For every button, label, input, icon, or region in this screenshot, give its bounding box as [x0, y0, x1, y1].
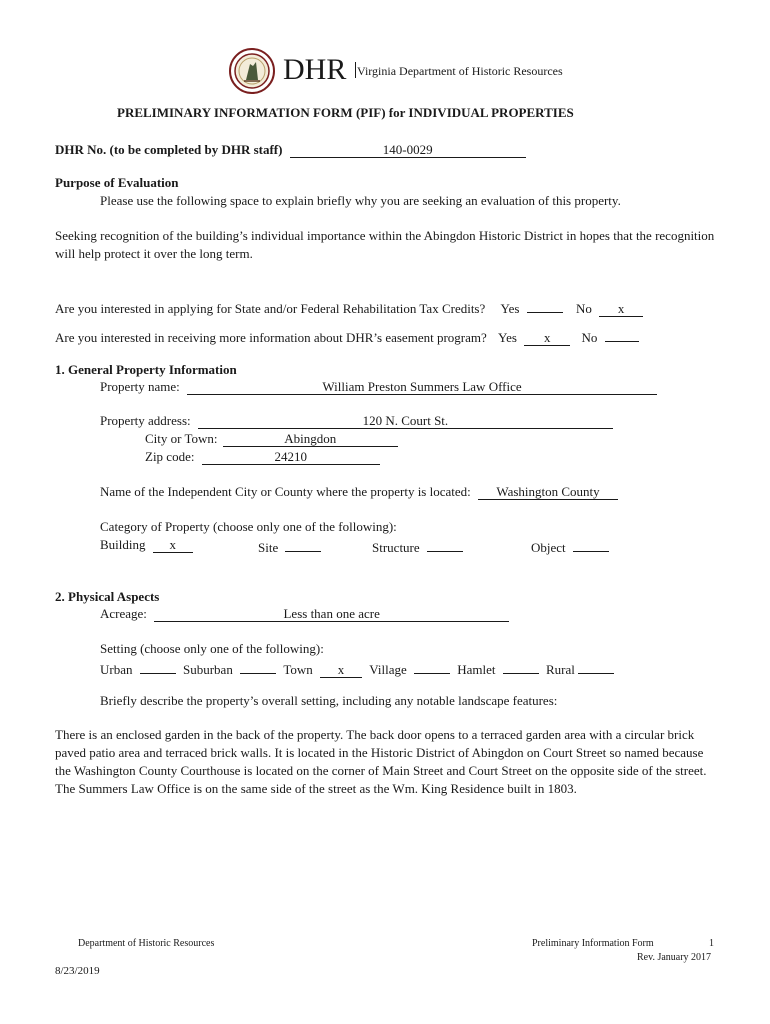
category-label: Category of Property (choose only one of the following): — [100, 519, 397, 534]
category-site — [258, 537, 321, 556]
physical-heading: 2. Physical Aspects — [55, 589, 160, 604]
dhr-number-field[interactable]: 140-0029 — [290, 143, 526, 158]
city-row — [145, 431, 398, 447]
rural-label: Rural — [546, 662, 575, 677]
hamlet-field[interactable] — [503, 659, 539, 674]
suburban-label: Suburban — [183, 662, 233, 677]
building-field[interactable]: x — [153, 538, 193, 553]
dhr-number-label: DHR No. (to be completed by DHR staff) — [55, 142, 283, 157]
object-label: Object — [531, 540, 566, 555]
object-field[interactable] — [573, 537, 609, 552]
category-structure — [372, 537, 463, 556]
purpose-answer[interactable]: Seeking recognition of the building’s individual importance within the Abingdon Historic District in hopes that the recognition will help protect it over the long term. — [55, 228, 715, 261]
city-field[interactable]: Abingdon — [223, 432, 398, 447]
tax-yes-label: Yes — [500, 301, 520, 316]
zip-label: Zip code: — [145, 449, 195, 464]
easement-yes-label: Yes — [498, 330, 517, 345]
easement-yes-field[interactable]: x — [524, 331, 570, 346]
zip-row — [145, 449, 380, 465]
purpose-heading: Purpose of Evaluation — [55, 175, 179, 190]
logo-divider — [355, 62, 356, 78]
agency-name: Virginia Department of Historic Resources — [357, 64, 563, 78]
property-address-field[interactable]: 120 N. Court St. — [198, 414, 613, 429]
zip-field[interactable]: 24210 — [202, 450, 380, 465]
town-field[interactable]: x — [320, 663, 362, 678]
urban-field[interactable] — [140, 659, 176, 674]
acreage-row — [100, 606, 509, 622]
footer-date: 8/23/2019 — [55, 965, 100, 977]
site-field[interactable] — [285, 537, 321, 552]
village-label: Village — [369, 662, 407, 677]
easement-question: Are you interested in receiving more information about DHR’s easement program? — [55, 330, 487, 345]
site-label: Site — [258, 540, 279, 555]
city-label: City or Town: — [145, 431, 218, 446]
logo-wordmark: DHR — [283, 53, 347, 86]
tax-no-label: No — [575, 301, 592, 316]
property-name-row — [100, 379, 657, 395]
property-name-label: Property name: — [100, 379, 180, 394]
property-address-row — [100, 413, 613, 429]
tax-credit-row — [55, 298, 643, 317]
setting-label: Setting (choose only one of the following): — [100, 641, 324, 656]
county-field[interactable]: Washington County — [478, 485, 618, 500]
tax-no-field[interactable]: x — [599, 302, 643, 317]
building-label: Building — [100, 537, 146, 552]
setting-description[interactable]: There is an enclosed garden in the back of the property. The back door opens to a terraced garden area with a circular brick paved patio area and terraced brick walls. It is located in the Historic District of Abingdon on Court Street so named because the Washington County Courthouse is located on the corner of Main Street and Court Street on the opposite side of the street. The Summers Law Office is on the same side of the street as the Wm. King Residence built in 1803. — [55, 727, 707, 796]
suburban-field[interactable] — [240, 659, 276, 674]
urban-label: Urban — [100, 662, 133, 677]
setting-options-row — [100, 659, 614, 678]
property-name-field[interactable]: William Preston Summers Law Office — [187, 380, 657, 395]
footer-revision: Rev. January 2017 — [637, 952, 712, 963]
tax-yes-field[interactable] — [527, 298, 563, 313]
easement-row — [55, 327, 639, 346]
category-object — [531, 537, 609, 556]
footer-agency: Department of Historic Resources — [78, 938, 215, 949]
purpose-instruction: Please use the following space to explain briefly why you are seeking an evaluation of this property. — [100, 193, 621, 208]
hamlet-label: Hamlet — [457, 662, 496, 677]
property-address-label: Property address: — [100, 413, 191, 428]
rural-field[interactable] — [578, 659, 614, 674]
structure-label: Structure — [372, 540, 420, 555]
dhr-number-row — [55, 142, 526, 158]
easement-no-field[interactable] — [605, 327, 639, 342]
general-heading: 1. General Property Information — [55, 362, 237, 377]
acreage-field[interactable]: Less than one acre — [154, 607, 509, 622]
structure-field[interactable] — [427, 537, 463, 552]
acreage-label: Acreage: — [100, 606, 147, 621]
county-row — [100, 484, 618, 500]
virginia-seal-icon — [229, 48, 275, 94]
setting-describe-prompt: Briefly describe the property’s overall setting, including any notable landscape features: — [100, 693, 558, 708]
tax-credit-question: Are you interested in applying for State and/or Federal Rehabilitation Tax Credits? — [55, 301, 486, 316]
village-field[interactable] — [414, 659, 450, 674]
easement-no-label: No — [581, 330, 598, 345]
form-title: PRELIMINARY INFORMATION FORM (PIF) for INDIVIDUAL PROPERTIES — [117, 105, 574, 120]
category-building — [100, 537, 193, 553]
footer-form-name: Preliminary Information Form — [532, 938, 654, 949]
town-label: Town — [283, 662, 313, 677]
footer-page-number: 1 — [709, 938, 714, 949]
county-label: Name of the Independent City or County where the property is located: — [100, 484, 471, 499]
